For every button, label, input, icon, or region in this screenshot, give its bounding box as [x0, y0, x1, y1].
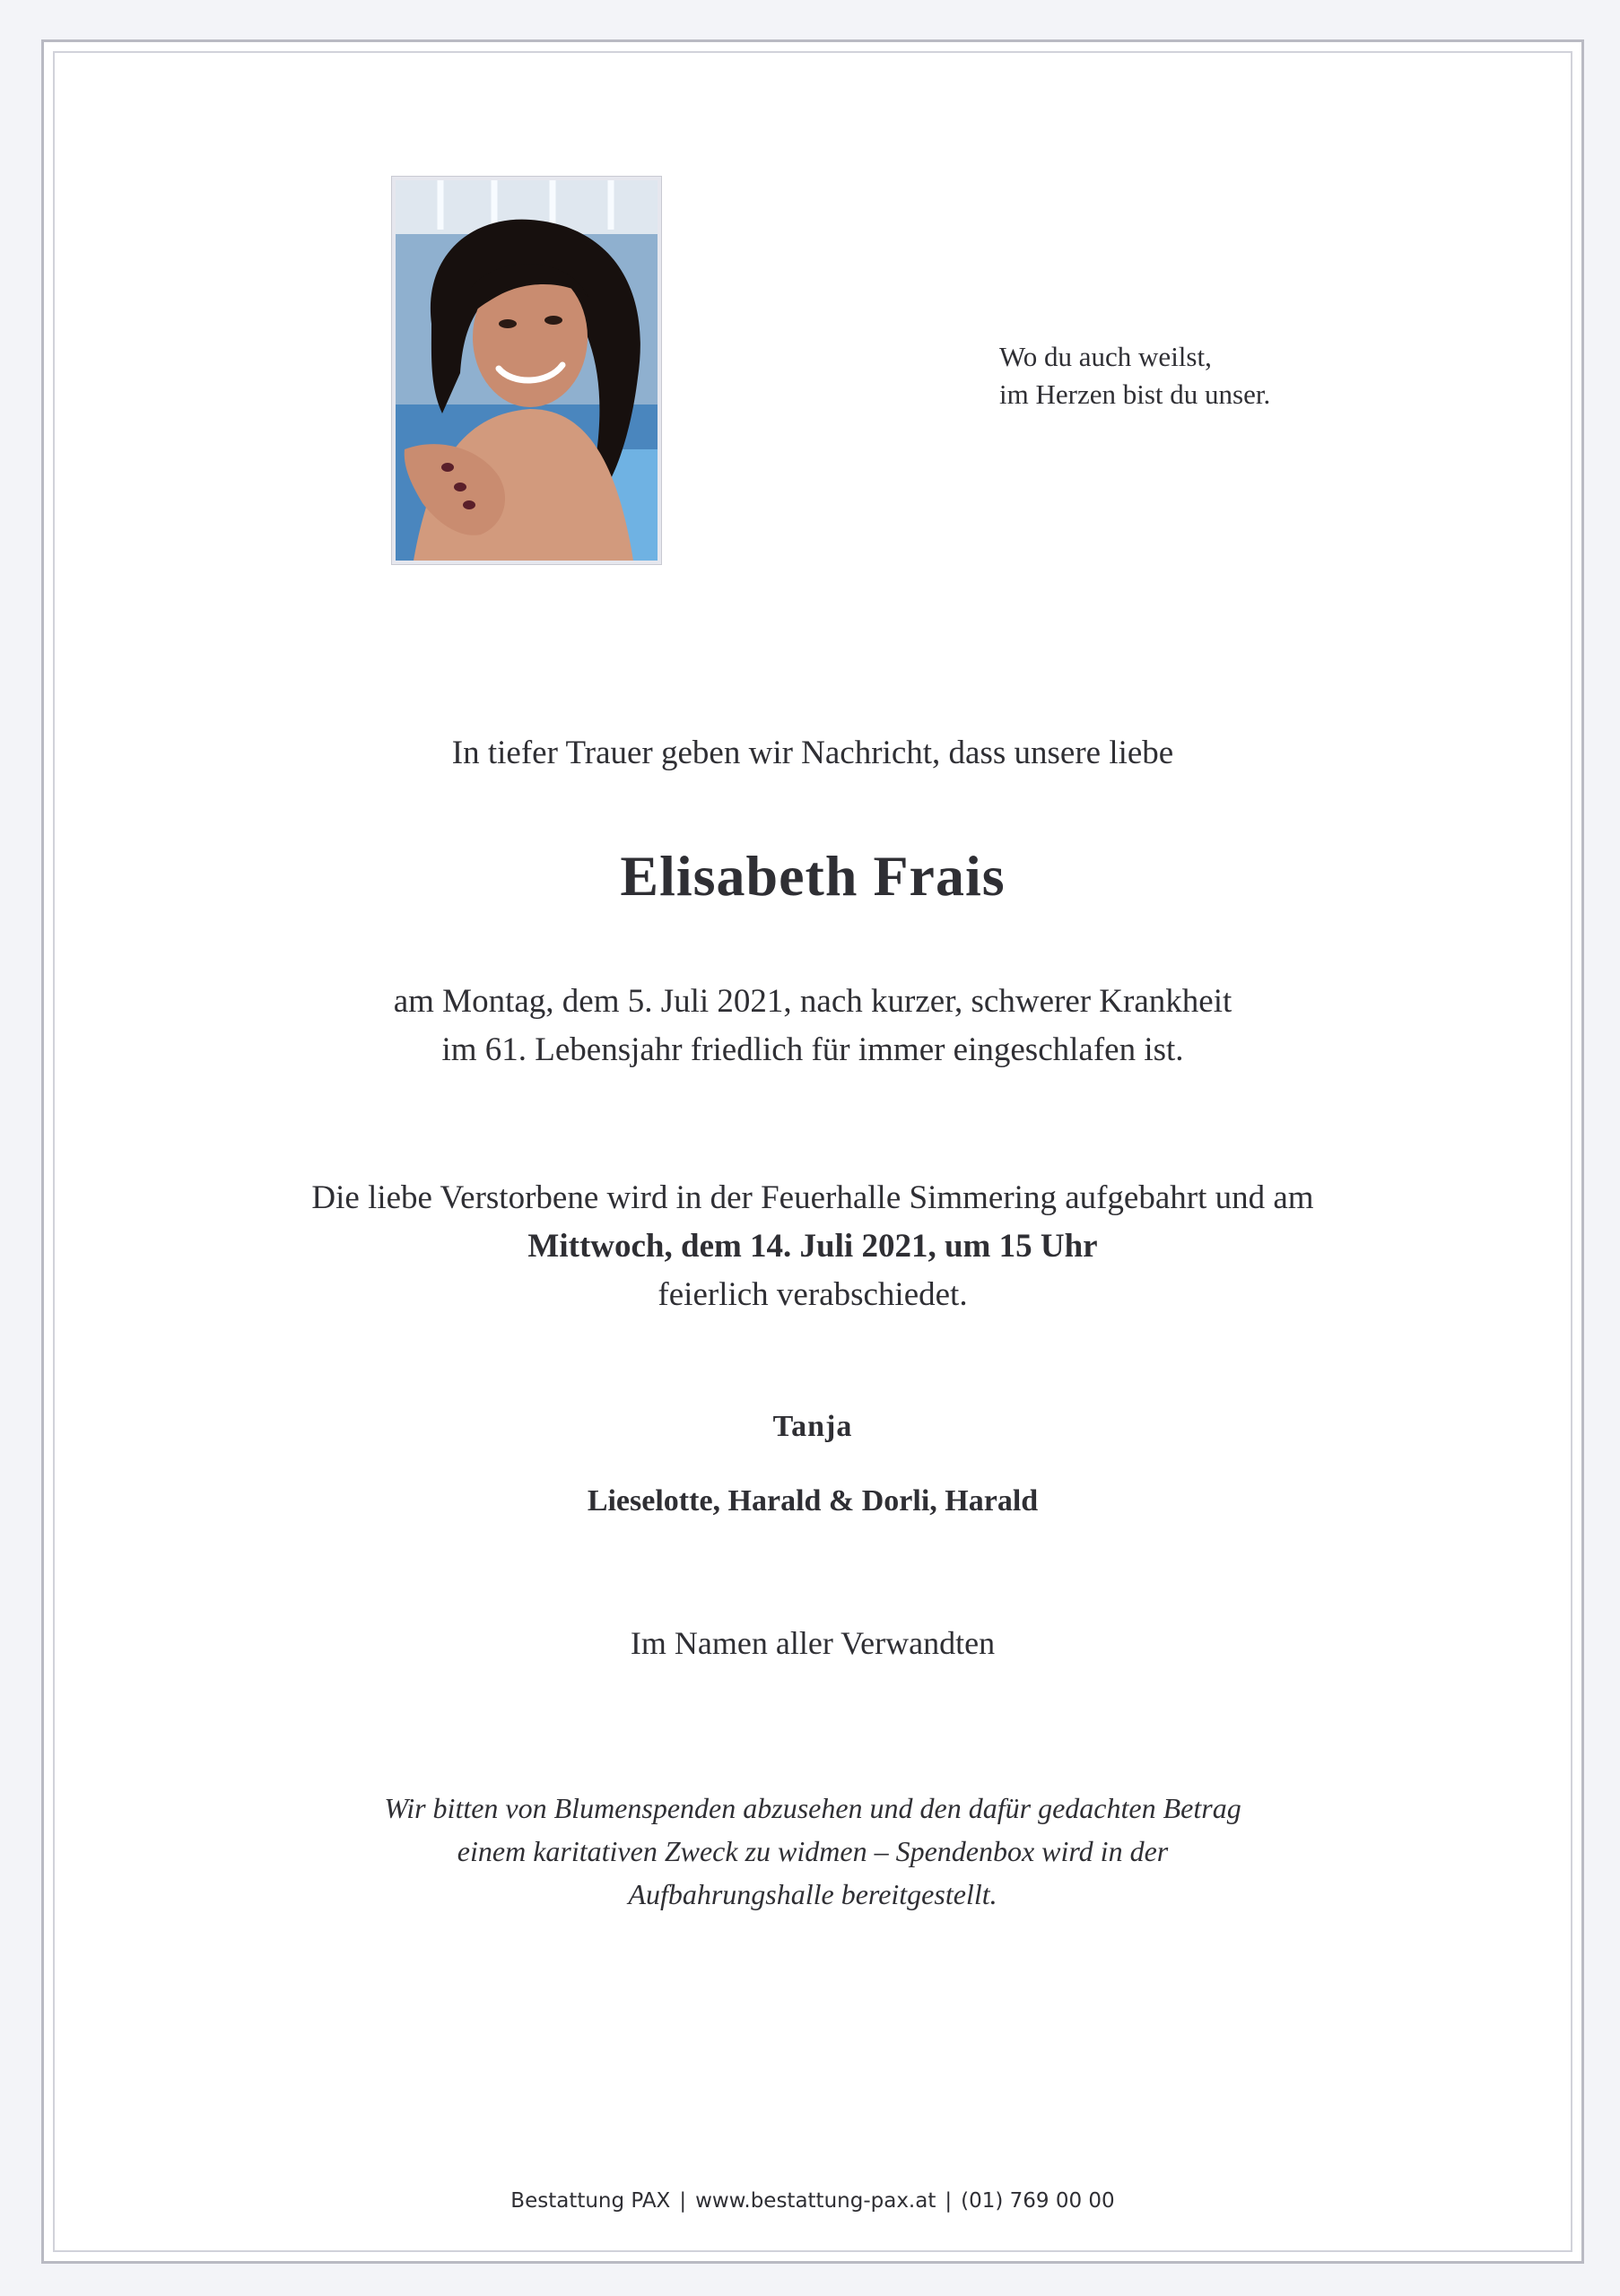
funeral-home-phone: (01) 769 00 00: [961, 2189, 1115, 2213]
memorial-quote: [999, 338, 1322, 413]
death-details: [44, 978, 1581, 1074]
funeral-service-details: [44, 1174, 1581, 1319]
portrait-image: [396, 180, 658, 561]
funeral-home-footer: [44, 2186, 1581, 2216]
quote-line-2: im Herzen bist du unser.: [999, 378, 1271, 410]
service-date-time: Mittwoch, dem 14. Juli 2021, um 15 Uhr: [527, 1228, 1098, 1265]
mourner-name-primary: Tanja: [772, 1410, 853, 1443]
deceased-name: Elisabeth Frais: [620, 844, 1006, 908]
service-line-1: Die liebe Verstorbene wird in der Feuerhalle Simmering aufgebahrt und am: [311, 1179, 1314, 1216]
intro-text: In tiefer Trauer geben wir Nachricht, dass unsere liebe: [451, 735, 1174, 771]
footer-separator-1: |: [679, 2189, 687, 2213]
portrait-photo: [392, 177, 661, 564]
death-line-1: am Montag, dem 5. Juli 2021, nach kurzer, schwerer Krankheit: [393, 983, 1232, 1020]
mourner-names: Lieselotte, Harald & Dorli, Harald: [587, 1484, 1039, 1518]
death-line-2: im 61. Lebensjahr friedlich für immer eingeschlafen ist.: [441, 1031, 1184, 1068]
donation-line-3: Aufbahrungshalle bereitgestellt.: [628, 1878, 997, 1910]
donation-request: [44, 1787, 1581, 1916]
footer-separator-2: |: [945, 2189, 953, 2213]
funeral-home-website: www.bestattung-pax.at: [695, 2189, 936, 2213]
quote-line-1: Wo du auch weilst,: [999, 341, 1212, 372]
sheet-border: [53, 51, 1572, 2252]
funeral-home-name: Bestattung PAX: [510, 2189, 671, 2213]
obituary-sheet: [41, 39, 1584, 2264]
donation-line-1: Wir bitten von Blumenspenden abzusehen und den dafür gedachten Betrag: [384, 1792, 1241, 1824]
donation-line-2: einem karitativen Zweck zu widmen – Spendenbox wird in der: [457, 1835, 1169, 1867]
relatives-line: Im Namen aller Verwandten: [630, 1625, 996, 1661]
service-line-3: feierlich verabschiedet.: [658, 1276, 968, 1313]
